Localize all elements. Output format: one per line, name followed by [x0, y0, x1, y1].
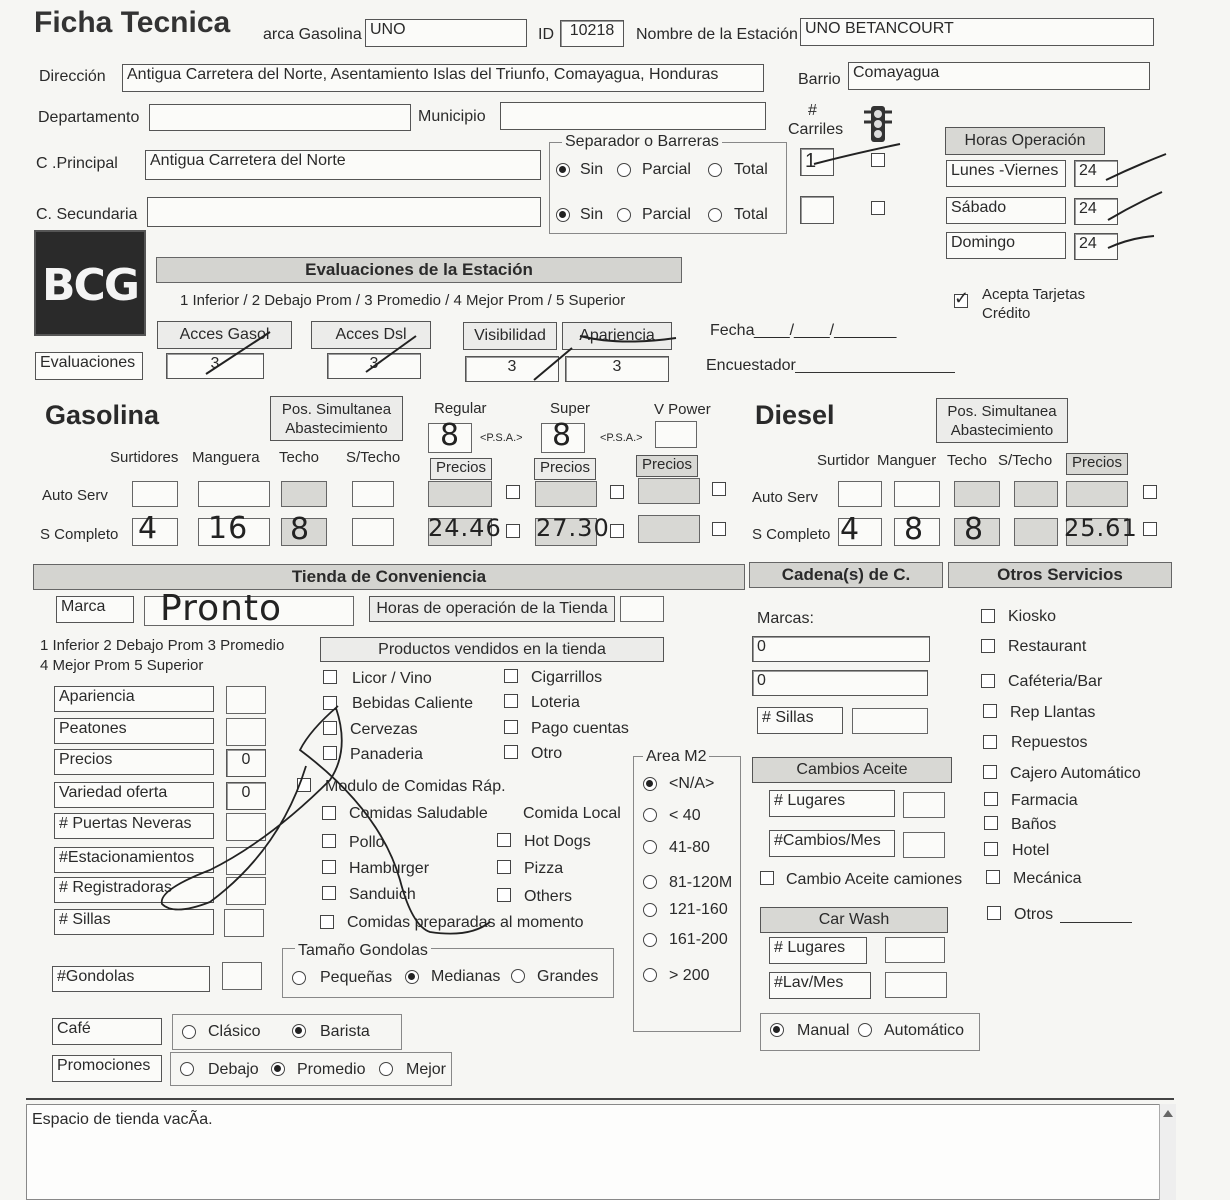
barrio-label: Barrio — [798, 71, 841, 88]
carriles-row1-field[interactable]: 1 — [800, 148, 834, 176]
area-41-80-radio[interactable] — [643, 840, 657, 854]
nombre-estacion-label: Nombre de la Estación — [636, 26, 798, 43]
area-81-120-label: 81-120M — [669, 874, 733, 891]
tienda-horas-label: Horas de operación de la Tienda — [369, 596, 615, 622]
gas-auto-vpower-checkbox[interactable] — [712, 482, 726, 496]
cafe-label: Café — [52, 1018, 162, 1045]
gas-sc-surtidores-value: 4 — [138, 511, 159, 546]
tienda-eval-precios-field[interactable]: 0 — [226, 749, 266, 777]
eval-acces-dsl-label: Acces Dsl — [311, 321, 431, 349]
cafe-barista-radio[interactable] — [292, 1024, 306, 1038]
cambios-lugares-label: # Lugares — [769, 790, 895, 817]
otros-hotel-checkbox[interactable] — [984, 842, 998, 856]
otros-repuestos-checkbox[interactable] — [983, 735, 997, 749]
diesel-col-techo: Techo — [947, 452, 988, 469]
gas-auto-manguera[interactable] — [198, 481, 270, 507]
municipio-field[interactable] — [500, 102, 766, 130]
otros-restaurant-label: Restaurant — [1008, 638, 1087, 655]
area-na-label: <N/A> — [669, 775, 715, 792]
barrio-field[interactable]: Comayagua — [848, 62, 1150, 90]
producto-cigarrillos-label: Cigarrillos — [531, 669, 603, 686]
regular-value: 8 — [440, 418, 461, 453]
carwash-title: Car Wash — [760, 907, 948, 933]
separador-row1-total-radio[interactable] — [708, 163, 722, 177]
camiones-checkbox[interactable] — [760, 871, 774, 885]
cadena-sillas-label: # Sillas — [757, 707, 843, 734]
precios-vpower-label: Precios — [636, 455, 698, 477]
wash-automatico-radio[interactable] — [858, 1023, 872, 1037]
productos-title: Productos vendidos en la tienda — [320, 637, 664, 662]
diesel-auto-serv-label: Auto Serv — [752, 489, 818, 506]
horas-domingo-field[interactable]: 24 — [1074, 233, 1118, 260]
gas-sc-techo-value: 8 — [290, 512, 311, 547]
promo-mejor-label: Mejor — [406, 1061, 447, 1078]
tarjetas-label: Acepta Tarjetas — [982, 286, 1086, 303]
tienda-scale-2: 4 Mejor Prom 5 Superior — [40, 657, 204, 674]
departamento-field[interactable] — [149, 104, 411, 131]
tienda-eval-estacionamientos-label: #Estacionamientos — [54, 847, 214, 873]
gas-sc-manguera-value: 16 — [208, 511, 249, 546]
comida-pollo-label: Pollo — [349, 834, 385, 851]
gas-auto-stecho[interactable] — [352, 481, 394, 507]
encuestador-label: Encuestador — [706, 357, 796, 374]
precios-regular-label: Precios — [430, 458, 492, 480]
producto-cervezas-label: Cervezas — [350, 721, 418, 738]
wash-manual-label: Manual — [797, 1022, 850, 1039]
scroll-up-icon[interactable] — [1163, 1110, 1173, 1117]
comida-sanduich-label: Sanduich — [349, 886, 416, 903]
evaluaciones-title: Evaluaciones de la Estación — [156, 257, 682, 283]
gas-col-manguera: Manguera — [192, 449, 260, 466]
eval-acces-dsl-field[interactable]: 3 — [327, 353, 421, 379]
super-psa-label: <P.S.A.> — [600, 432, 643, 444]
otros-otros-line[interactable] — [1060, 922, 1132, 923]
otros-farmacia-label: Farmacia — [1011, 792, 1078, 809]
diesel-col-precios: Precios — [1066, 453, 1128, 475]
producto-licor-checkbox[interactable] — [323, 670, 337, 684]
promo-promedio-label: Promedio — [297, 1061, 366, 1078]
separador-row2-parcial-radio[interactable] — [617, 208, 631, 222]
cadena-sillas-field[interactable] — [852, 708, 928, 734]
wash-manual-radio[interactable] — [770, 1023, 784, 1037]
diesel-sc-stecho-field[interactable] — [1014, 518, 1058, 546]
horas-sabado-label: Sábado — [946, 197, 1066, 224]
marca-gasolina-field[interactable]: UNO — [365, 19, 527, 47]
otros-rep-llantas-checkbox[interactable] — [983, 704, 997, 718]
area-81-120-radio[interactable] — [643, 875, 657, 889]
comida-local-label: Comida Local — [523, 805, 621, 822]
diesel-auto-manguer[interactable] — [894, 481, 940, 507]
separador-row1-parcial-radio[interactable] — [617, 163, 631, 177]
gasolina-title: Gasolina — [45, 400, 160, 430]
otros-otros-checkbox[interactable] — [987, 906, 1001, 920]
tienda-marca-label: Marca — [56, 596, 134, 623]
cambios-aceite-title: Cambios Aceite — [752, 757, 952, 783]
promo-debajo-label: Debajo — [208, 1061, 259, 1078]
evaluaciones-pen-strokes — [200, 326, 680, 386]
producto-panaderia-label: Panaderia — [350, 746, 423, 763]
gas-auto-serv-label: Auto Serv — [42, 487, 108, 504]
comida-others-label: Others — [524, 888, 573, 905]
eval-visibilidad-label: Visibilidad — [463, 322, 557, 350]
separador-row1-sin-label: Sin — [580, 161, 604, 178]
otros-cafeteria-checkbox[interactable] — [981, 674, 995, 688]
producto-cigarrillos-checkbox[interactable] — [504, 669, 518, 683]
diesel-auto-stecho[interactable] — [1014, 481, 1058, 507]
carriles-label: Carriles — [788, 121, 844, 138]
gas-auto-super-checkbox[interactable] — [610, 485, 624, 499]
diesel-sc-precio-value: 25.61 — [1064, 514, 1138, 542]
diesel-sc-checkbox[interactable] — [1143, 522, 1157, 536]
municipio-label: Municipio — [418, 108, 486, 125]
area-161-200-radio[interactable] — [643, 933, 657, 947]
c-secundaria-field[interactable] — [147, 197, 541, 227]
otros-kiosko-label: Kiosko — [1008, 608, 1057, 625]
separador-row2-total-radio[interactable] — [708, 208, 722, 222]
promo-promedio-radio[interactable] — [271, 1062, 285, 1076]
eval-acces-gasol-label: Acces Gasol — [157, 321, 292, 349]
separador-row1-total-label: Total — [734, 161, 768, 178]
departamento-label: Departamento — [38, 109, 140, 126]
producto-licor-label: Licor / Vino — [352, 670, 432, 687]
otros-banos-label: Baños — [1011, 816, 1057, 833]
separador-row1-sin-radio[interactable] — [556, 163, 570, 177]
producto-loteria-label: Loteria — [531, 694, 580, 711]
tienda-marca-value: Pronto — [160, 588, 283, 629]
diesel-sc-techo-value: 8 — [964, 512, 985, 547]
c-principal-field[interactable]: Antigua Carretera del Norte — [145, 150, 541, 180]
modulo-comidas-label: Modulo de Comidas Ráp. — [325, 778, 506, 795]
comment-text: Espacio de tienda vacÃa. — [32, 1111, 213, 1128]
c-secundaria-label: C. Secundaria — [36, 206, 138, 223]
promo-debajo-radio[interactable] — [180, 1062, 194, 1076]
evaluaciones-scale: 1 Inferior / 2 Debajo Prom / 3 Promedio / 4 Mejor Prom / 5 Superior — [180, 292, 626, 309]
otros-servicios-title: Otros Servicios — [948, 562, 1172, 588]
tamano-pequenas-radio[interactable] — [292, 971, 306, 985]
area-161-200-label: 161-200 — [669, 931, 728, 948]
tarjetas-check-mark: ✓ — [954, 288, 970, 308]
separador-title: Separador o Barreras — [562, 133, 722, 151]
area-lt40-label: < 40 — [669, 807, 701, 824]
horas-lunes-label: Lunes -Viernes — [946, 160, 1066, 187]
gas-auto-precio-super[interactable] — [535, 481, 597, 507]
tamano-medianas-label: Medianas — [431, 968, 501, 985]
traffic-light-icon — [864, 104, 892, 144]
cadena-marca-1-field[interactable]: 0 — [752, 636, 930, 662]
regular-label: Regular — [434, 400, 487, 417]
diesel-s-completo-label: S Completo — [752, 526, 831, 543]
otros-cajero-label: Cajero Automático — [1010, 765, 1141, 782]
area-41-80-label: 41-80 — [669, 839, 710, 856]
direccion-label: Dirección — [39, 68, 106, 85]
gas-sc-vpower-checkbox[interactable] — [712, 522, 726, 536]
tamano-gondolas-title: Tamaño Gondolas — [295, 942, 431, 960]
carriles-hash-label: # — [808, 102, 817, 119]
cambios-lugares-field[interactable] — [903, 792, 945, 818]
comment-top-line — [26, 1098, 1174, 1100]
carwash-lav-mes-label: #Lav/Mes — [769, 972, 871, 999]
marca-gasolina-label: arca Gasolina — [263, 26, 362, 43]
area-gt200-label: > 200 — [669, 967, 710, 984]
gas-sc-stecho-field[interactable] — [352, 518, 394, 546]
id-field[interactable]: 10218 — [560, 20, 624, 47]
cadena-title: Cadena(s) de C. — [749, 562, 943, 588]
comida-pizza-label: Pizza — [524, 860, 564, 877]
gas-sc-precio-vpower-field[interactable] — [638, 515, 700, 543]
wash-automatico-label: Automático — [884, 1022, 965, 1039]
tamano-pequenas-label: Pequeñas — [320, 969, 393, 986]
separador-row2-sin-radio[interactable] — [556, 208, 570, 222]
area-title: Area M2 — [643, 748, 709, 766]
gas-col-surtidores: Surtidores — [110, 449, 179, 466]
cambios-mes-label: #Cambios/Mes — [769, 830, 895, 857]
eval-visibilidad-field[interactable]: 3 — [465, 356, 559, 382]
bcg-logo — [34, 230, 146, 336]
carwash-lugares-label: # Lugares — [769, 937, 867, 964]
cadena-marca-2-field[interactable]: 0 — [752, 670, 928, 696]
horas-domingo-label: Domingo — [946, 232, 1066, 259]
otros-rep-llantas-label: Rep Llantas — [1010, 704, 1096, 721]
separador-row2-total-label: Total — [734, 206, 768, 223]
area-121-160-radio[interactable] — [643, 903, 657, 917]
area-group — [633, 756, 741, 1032]
gas-s-completo-label: S Completo — [40, 526, 119, 543]
carwash-lugares-field[interactable] — [885, 937, 945, 963]
otros-hotel-label: Hotel — [1012, 842, 1050, 859]
otros-kiosko-checkbox[interactable] — [981, 609, 995, 623]
tienda-eval-registradoras-label: # Registradoras — [54, 877, 214, 903]
horas-lunes-field[interactable]: 24 — [1074, 160, 1118, 187]
diesel-sc-surtidor-value: 4 — [840, 512, 861, 547]
gas-col-techo: Techo — [279, 449, 320, 466]
gas-auto-precio-vpower[interactable] — [638, 478, 700, 504]
producto-pago-label: Pago cuentas — [531, 720, 629, 737]
separador-row2-sin-label: Sin — [580, 206, 604, 223]
vpower-label: V Power — [654, 401, 711, 418]
area-121-160-label: 121-160 — [669, 901, 728, 918]
tienda-eval-sillas-label: # Sillas — [54, 909, 214, 935]
precios-super-label: Precios — [534, 458, 596, 480]
gas-col-stecho: S/Techo — [346, 449, 401, 466]
comida-hamburger-label: Hamburger — [349, 860, 430, 877]
comida-hotdogs-label: Hot Dogs — [524, 833, 591, 850]
encuestador-line[interactable] — [795, 372, 955, 373]
eval-apariencia-field[interactable]: 3 — [565, 356, 669, 382]
c-principal-label: C .Principal — [36, 155, 118, 172]
gas-sc-precio-regular-value: 24.46 — [428, 514, 502, 542]
diesel-col-manguer: Manguer — [877, 452, 937, 469]
cafe-barista-label: Barista — [320, 1023, 370, 1040]
diesel-auto-techo[interactable] — [954, 481, 1000, 507]
gas-auto-precio-regular[interactable] — [428, 481, 492, 507]
otros-cafeteria-label: Caféteria/Bar — [1008, 673, 1103, 690]
fecha-label: Fecha — [710, 322, 755, 339]
gas-sc-regular-checkbox[interactable] — [506, 524, 520, 538]
vpower-field[interactable] — [655, 421, 697, 448]
bcg-logo-text: BCG — [42, 260, 138, 311]
separador-row2-parcial-label: Parcial — [642, 206, 691, 223]
tamano-medianas-radio[interactable] — [405, 970, 419, 984]
diesel-auto-precio[interactable] — [1066, 481, 1128, 507]
producto-otro-label: Otro — [531, 745, 563, 762]
direccion-field[interactable]: Antigua Carretera del Norte, Asentamiento Islas del Triunfo, Comayagua, Honduras — [122, 64, 764, 92]
carriles-row2-checkbox[interactable] — [871, 201, 885, 215]
tienda-eval-apariencia-label: Apariencia — [54, 686, 214, 712]
fecha-field[interactable]: ____/____/_______ — [754, 322, 897, 339]
gas-sc-super-checkbox[interactable] — [610, 524, 624, 538]
tienda-gondolas-label: #Gondolas — [52, 966, 210, 992]
otros-otros-label: Otros — [1014, 906, 1054, 923]
comment-scrollbar[interactable] — [1159, 1104, 1176, 1200]
gas-auto-techo[interactable] — [281, 481, 327, 507]
tienda-title: Tienda de Conveniencia — [33, 564, 745, 590]
separador-row1-parcial-label: Parcial — [642, 161, 691, 178]
otros-banos-checkbox[interactable] — [984, 816, 998, 830]
carwash-lav-mes-field[interactable] — [885, 972, 947, 998]
tienda-eval-variedad-field[interactable]: 0 — [226, 782, 266, 810]
diesel-pos-label: Pos. Simultanea Abastecimiento — [936, 398, 1068, 443]
camiones-label: Cambio Aceite camiones — [786, 871, 963, 888]
tienda-scale-1: 1 Inferior 2 Debajo Prom 3 Promedio — [40, 637, 285, 654]
comida-saludable-label: Comidas Saludable — [349, 805, 488, 822]
evaluaciones-label: Evaluaciones — [35, 352, 143, 380]
tienda-eval-puertas-label: # Puertas Neveras — [54, 813, 214, 839]
super-label: Super — [550, 400, 591, 417]
tarjetas-label-2: Crédito — [982, 305, 1031, 322]
diesel-title: Diesel — [755, 400, 835, 430]
gas-sc-precio-super-value: 27.30 — [536, 514, 610, 542]
producto-bebidas-label: Bebidas Caliente — [352, 695, 473, 712]
tamano-grandes-label: Grandes — [537, 968, 599, 985]
otros-farmacia-checkbox[interactable] — [984, 792, 998, 806]
otros-mecanica-label: Mecánica — [1013, 870, 1082, 887]
id-label: ID — [538, 26, 554, 43]
horas-sabado-field[interactable]: 24 — [1074, 198, 1118, 225]
diesel-auto-surtidor[interactable] — [838, 481, 882, 507]
tienda-pen-scribble — [150, 690, 510, 940]
carriles-pen-stroke — [812, 140, 904, 170]
comment-textarea[interactable] — [26, 1104, 1176, 1200]
cafe-clasico-radio[interactable] — [182, 1025, 196, 1039]
cadena-marcas-label: Marcas: — [757, 610, 814, 627]
otros-cajero-checkbox[interactable] — [983, 765, 997, 779]
area-lt40-radio[interactable] — [643, 808, 657, 822]
gasolina-pos-label: Pos. Simultanea Abastecimiento — [270, 396, 403, 441]
horas-operacion-title: Horas Operación — [945, 127, 1105, 155]
promo-mejor-radio[interactable] — [379, 1062, 393, 1076]
gas-auto-regular-checkbox[interactable] — [506, 485, 520, 499]
tamano-grandes-radio[interactable] — [511, 969, 525, 983]
eval-apariencia-label: Apariencia — [562, 322, 672, 350]
tienda-eval-precios-label: Precios — [54, 749, 214, 775]
tienda-eval-peatones-label: Peatones — [54, 718, 214, 744]
diesel-col-stecho: S/Techo — [998, 452, 1053, 469]
gas-auto-surtidores[interactable] — [132, 481, 178, 507]
super-value: 8 — [552, 418, 573, 453]
otros-mecanica-checkbox[interactable] — [986, 870, 1000, 884]
cambios-mes-field[interactable] — [903, 832, 945, 858]
otros-repuestos-label: Repuestos — [1011, 734, 1088, 751]
diesel-col-surtidor: Surtidor — [817, 452, 870, 469]
horas-pen-strokes — [1100, 148, 1170, 258]
comida-preparadas-label: Comidas preparadas al momento — [347, 914, 584, 931]
diesel-auto-checkbox[interactable] — [1143, 485, 1157, 499]
area-gt200-radio[interactable] — [643, 968, 657, 982]
page-title: Ficha Tecnica — [34, 6, 231, 39]
promociones-label: Promociones — [52, 1055, 162, 1082]
carriles-row2-field[interactable] — [800, 196, 834, 224]
area-na-radio[interactable] — [643, 777, 657, 791]
cafe-clasico-label: Clásico — [208, 1023, 261, 1040]
regular-psa-label: <P.S.A.> — [480, 432, 523, 444]
otros-restaurant-checkbox[interactable] — [981, 639, 995, 653]
tienda-horas-field[interactable] — [620, 596, 664, 622]
eval-acces-gasol-field[interactable]: 3 — [166, 353, 264, 379]
tienda-eval-variedad-label: Variedad oferta — [54, 782, 214, 808]
nombre-estacion-field[interactable]: UNO BETANCOURT — [800, 18, 1154, 46]
tienda-gondolas-field[interactable] — [222, 962, 262, 990]
diesel-sc-manguer-value: 8 — [904, 512, 925, 547]
